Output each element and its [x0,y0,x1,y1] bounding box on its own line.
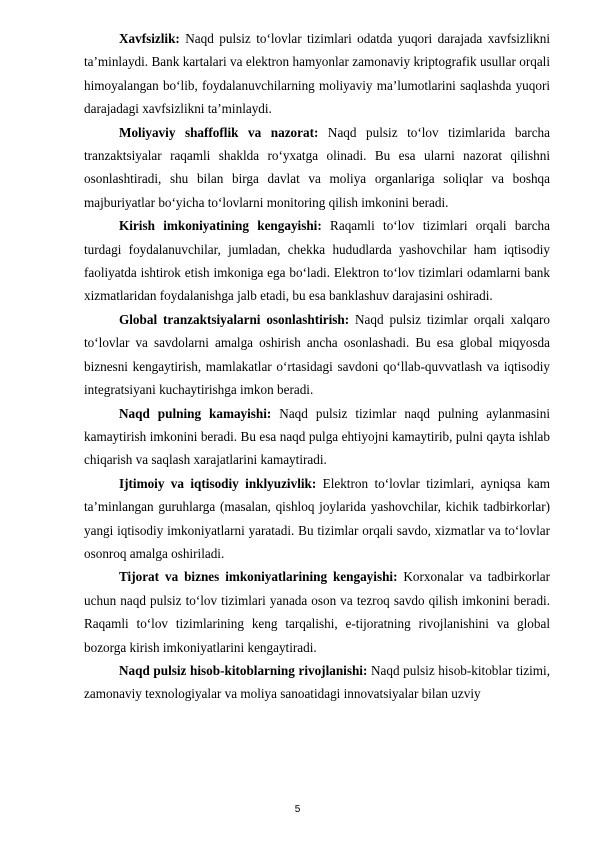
paragraph-term: Kirish imkoniyatining kengayishi: [119,218,322,234]
paragraph-term: Ijtimoiy va iqtisodiy inklyuzivlik: [119,475,317,491]
paragraph-xavfsizlik [84,27,550,121]
paragraph-hisob-kitoblar [84,659,550,706]
paragraph-moliyaviy-shaffoflik [84,121,550,215]
paragraph-text: Korxonalar va tadbirkorlar uchun naqd pulsiz to‘lov tizimlari yanada oson va tezroq savdo qilish imkonini beradi. Raqamli to‘lov tizimlarining keng tarqalishi, e-tijoratning rivojlanishini va global bozorga kirish imkoniyatlarini kengaytiradi. [84,569,551,655]
paragraph-text: Elektron to‘lovlar tizimlari, ayniqsa kam ta’minlangan guruhlarga (masalan, qishloq joylarida yashovchilar, kichik tadbirkorlar) yangi iqtisodiy imkoniyatlarni yaratadi. Bu tizimlar orqali savdo, xizmatlar va to‘lovlar osonroq amalga oshiriladi. [84,475,550,561]
page-number: 5 [294,804,301,815]
paragraph-ijtimoiy-inklyuzivlik [84,472,550,566]
paragraph-text: Raqamli to‘lov tizimlari orqali barcha turdagi foydalanuvchilar, jumladan, chekka hududlarda yashovchilar ham iqtisodiy faoliyatda ishtirok etish imkoniga ega bo‘ladi. Elektron to‘lov tizimlari odamlarni bank xizmatlaridan foydalanishga jalb etadi, bu esa banklashuv darajasini oshiradi. [84,218,551,304]
paragraph-text: Naqd pulsiz to‘lov tizimlarida barcha tranzaktsiyalar raqamli shaklda ro‘yxatga olinadi. Bu esa ularni nazorat qilishni osonlashtiradi, shu bilan birga davlat va moliya organlariga soliqlar va boshqa majburiyatlar bo‘yicha to‘lovlarni monitoring qilish imkonini beradi. [84,124,550,210]
paragraph-text: Naqd pulsiz tizimlar orqali xalqaro to‘lovlar va savdolarni amalga oshirish ancha osonlashadi. Bu esa global miqyosda biznesni kengaytirish, mamlakatlar o‘rtasidagi savdoni qo‘llab-quvvatlash va iqtisodiy integratsiyani kuchaytirishga imkon beradi. [84,311,550,398]
paragraph-term: Global tranzaktsiyalarni osonlashtirish: [119,311,350,327]
paragraph-text: Naqd pulsiz tizimlar naqd pulning aylanmasini kamaytirish imkonini beradi. Bu esa naqd pulga ehtiyojni kamaytirib, pulni qayta ishlab chiqarish va saqlash xarajatlarini kamaytiradi. [84,405,550,468]
paragraph-term: Tijorat va biznes imkoniyatlarining kengayishi: [119,569,398,585]
paragraph-tijorat-biznes [84,565,550,659]
paragraph-term: Naqd pulsiz hisob-kitoblarning rivojlanishi: [119,662,368,678]
paragraph-term: Naqd pulning kamayishi: [119,405,272,421]
paragraph-naqd-pul-kamayishi [84,402,550,472]
paragraph-term: Moliyaviy shaffoflik va nazorat: [119,124,319,140]
paragraph-global-tranzaktsiyalar [84,308,550,402]
paragraph-text: Naqd pulsiz hisob-kitoblar tizimi, zamonaviy texnologiyalar va moliya sanoatidagi innovatsiyalar bilan uzviy [84,662,550,702]
paragraph-term: Xavfsizlik: [119,31,180,46]
paragraph-text: Naqd pulsiz to‘lovlar tizimlari odatda yuqori darajada xavfsizlikni ta’minlaydi. Bank kartalari va elektron hamyonlar zamonaviy kriptografik usullar orqali himoyalangan bo‘lib, foydalanuvchilarning moliyaviy ma’lumotlarini saqlashda yuqori darajadagi xavfsizlikni ta’minlaydi. [84,31,550,117]
document-body [84,27,550,706]
paragraph-kirish-imkoniyati [84,214,550,308]
